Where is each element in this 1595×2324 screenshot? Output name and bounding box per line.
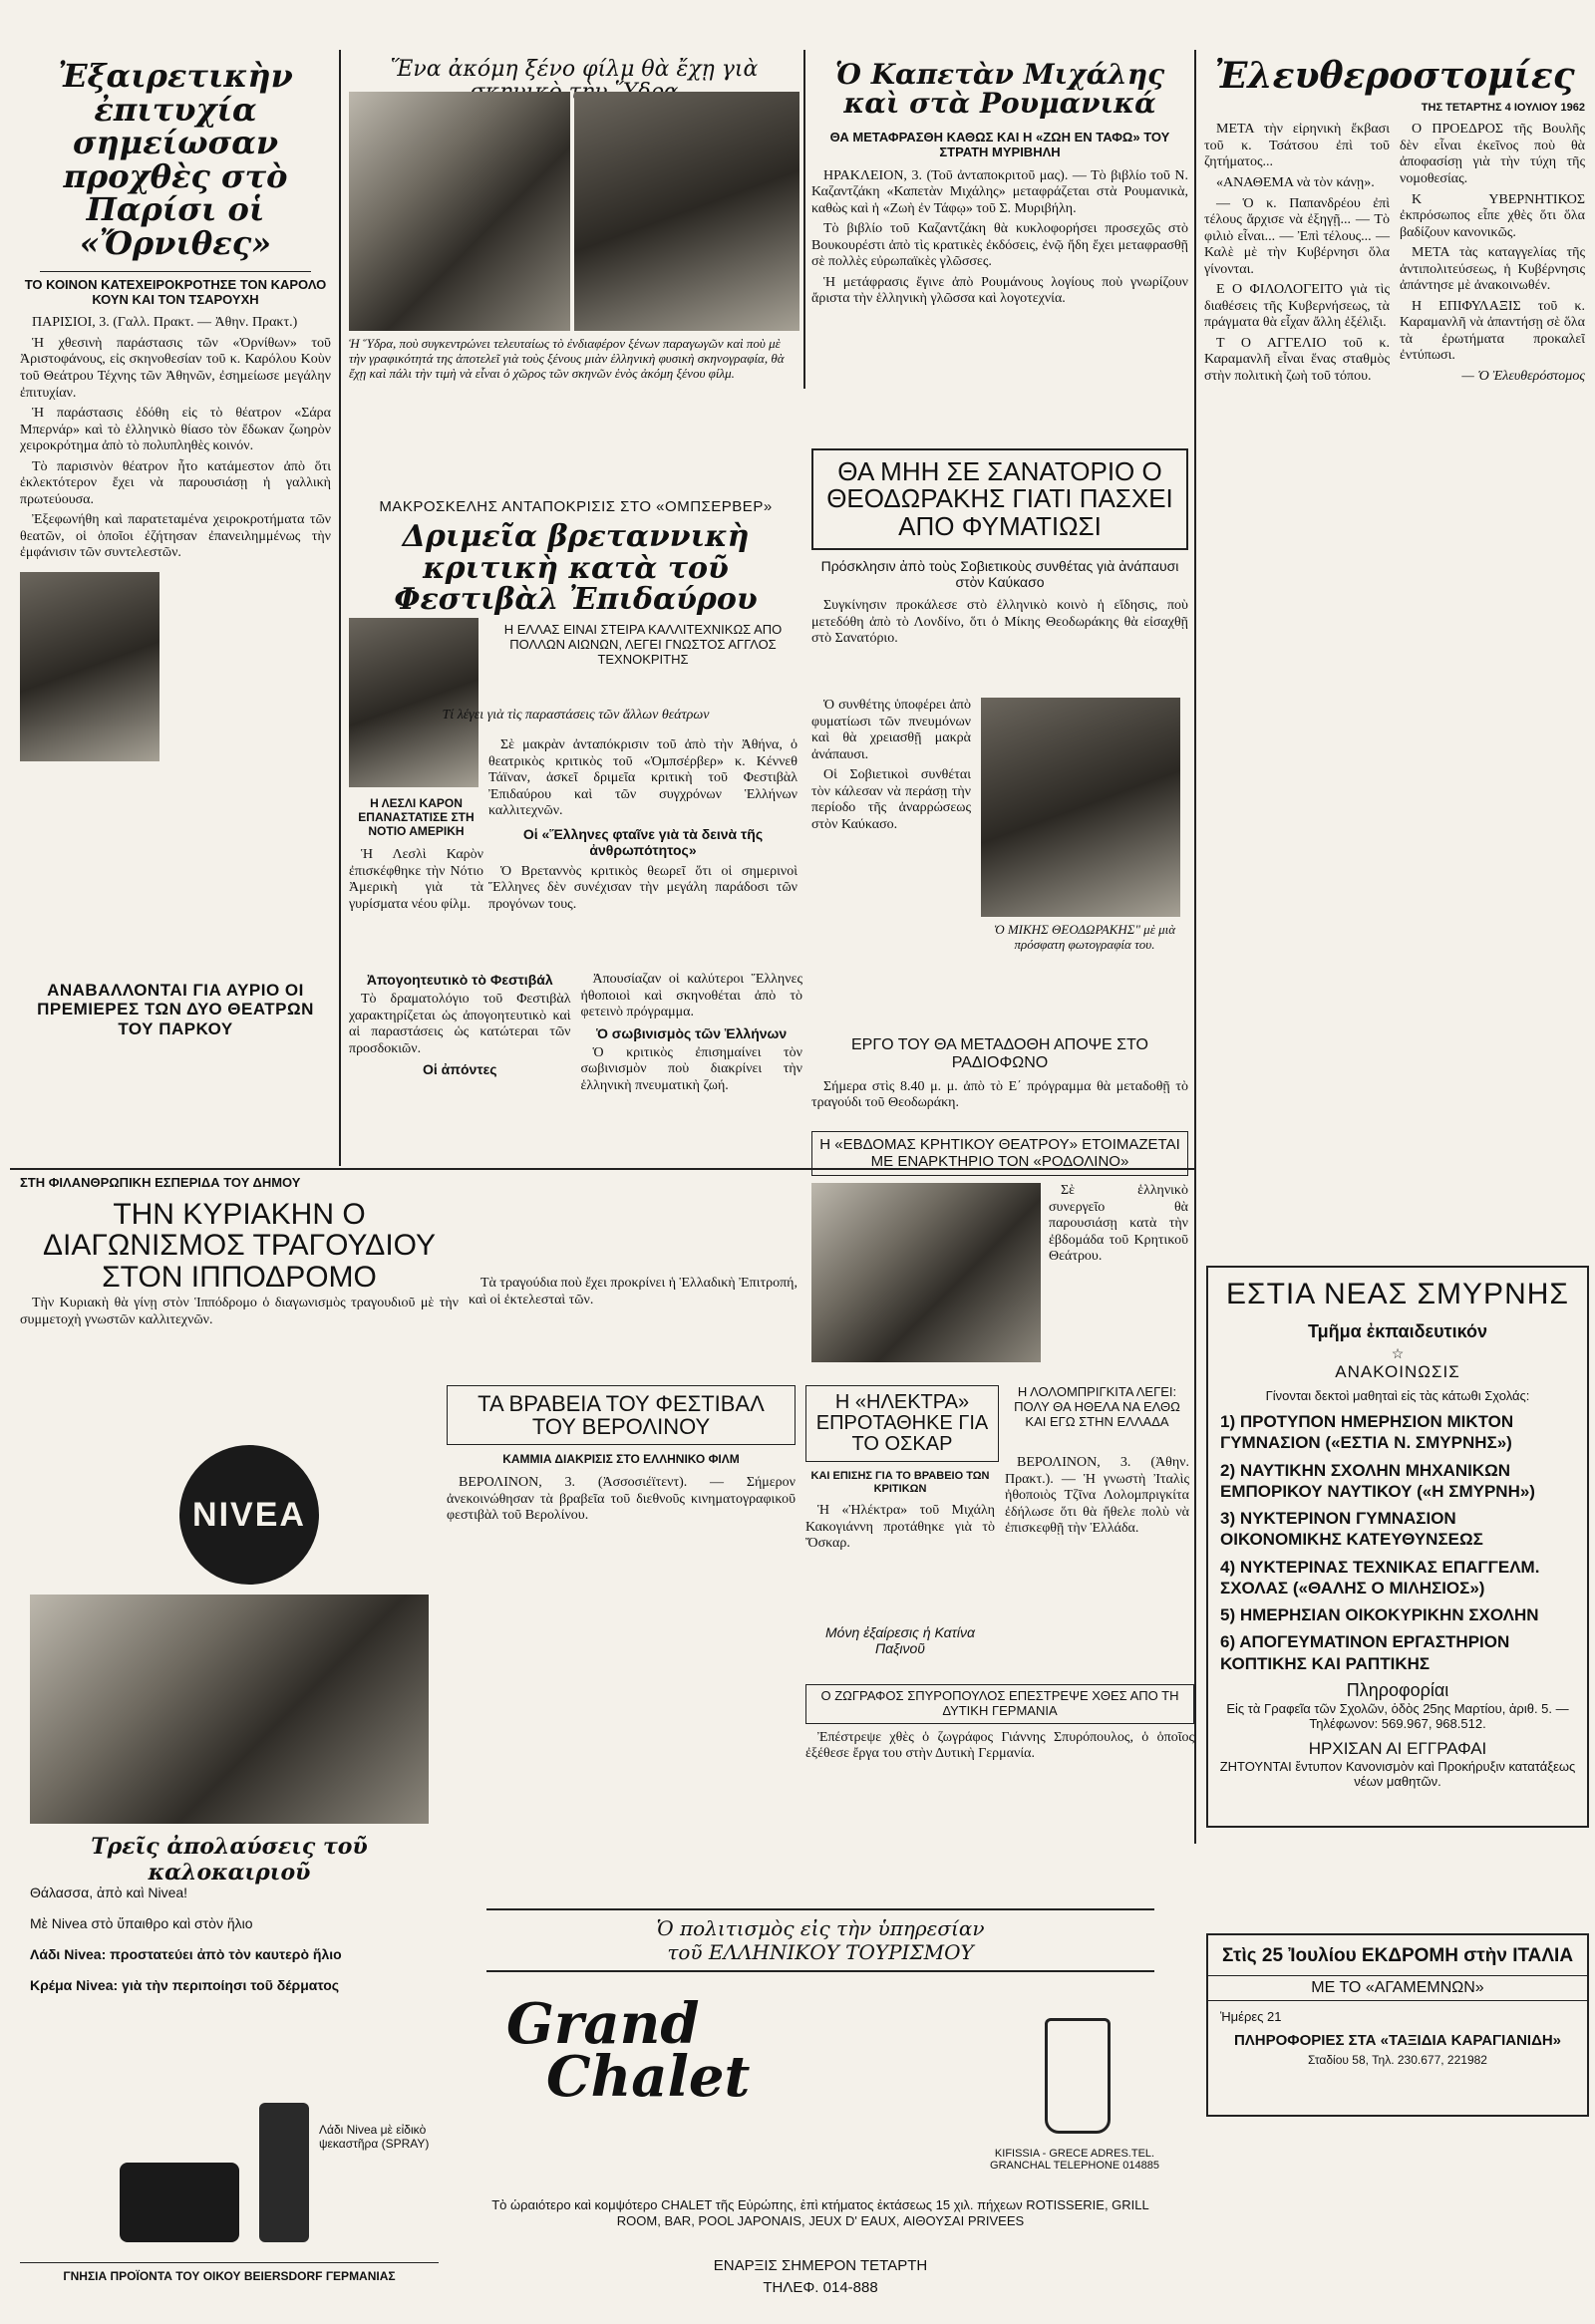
filler-text: Ε Ο ΦΙΛΟΛΟΓΕΙΤΟ γιὰ τὶς διαθέσεις τῆς Κυβερνήσεως, τὰ πράγματα θὰ εἶχαν ἄλλη ἐξέλιξι. bbox=[1204, 282, 1390, 331]
kapetan-subhead: ΘΑ ΜΕΤΑΦΡΑΣΘΗ ΚΑΘΩΣ ΚΑΙ Η «ΖΩΗ ΕΝ ΤΑΦΩ» ΤΟΥ ΣΤΡΑΤΗ ΜΥΡΙΒΗΛΗ bbox=[829, 129, 1170, 159]
filler-text: Ὁ κριτικὸς ἐπισημαίνει τὸν σωβινισμὸν ποὺ διακρίνει τὴν ἑλληνικὴ πνευματικὴ ζωή. bbox=[580, 1044, 802, 1093]
chalet-address: KIFISSIA - GRECE ADRES.TEL. GRANCHAL TELEPHONE 014885 bbox=[990, 2148, 1159, 2172]
leslie-caron-photo bbox=[20, 572, 160, 761]
nivea-ball-icon bbox=[179, 1445, 319, 1585]
column-rule bbox=[1194, 50, 1196, 1844]
kapetan-headline: Ὁ Καπετὰν Μιχάλης καὶ στὰ Ρουμανικά bbox=[834, 60, 1165, 121]
hydra-article bbox=[349, 58, 799, 397]
nivea-bottle-icon bbox=[259, 2103, 309, 2242]
filler-text: Τὸ δραματολόγιο τοῦ Φεστιβὰλ χαρακτηρίζεται ὡς ἀπογοητευτικὸ καὶ αἱ παραστάσεις ὡς κατώτεραι τῶν προσδοκιῶν. bbox=[349, 992, 571, 1056]
estia-schools-list bbox=[1208, 1411, 1587, 1674]
painter-article bbox=[805, 1684, 1194, 1864]
italy-address: Σταδίου 58, Τηλ. 230.677, 221982 bbox=[1308, 2053, 1487, 2067]
nivea-line3: Λάδι Nivea: προστατεύει ἀπὸ τὸν καυτερὸ ἥλιο bbox=[30, 1945, 342, 1962]
filler-text: Τὸ βιβλίο τοῦ Καζαντζάκη θὰ κυκλοφορήσει προσεχῶς στὸ Βουκουρέστι ἀπὸ τὶς κρατικὲς ἐκδόσεις, ἐνῷ ἤδη ἔχει μεταφρασθῇ σὲ πολλὲς εὐρωπαϊκὲς γλῶσσες. bbox=[811, 221, 1188, 270]
grand-chalet-ad[interactable] bbox=[447, 1908, 1194, 2307]
hippodrome-article bbox=[20, 1176, 798, 1370]
observer-article bbox=[349, 498, 802, 967]
nivea-line1: Θάλασσα, ἀπὸ καὶ Nivea! bbox=[30, 1885, 188, 1900]
italy-headline: Στὶς 25 Ἰουλίου ΕΚΔΡΟΜΗ στὴν ΙΤΑΛΙΑ bbox=[1221, 1945, 1574, 1966]
lantern-icon bbox=[1045, 2018, 1111, 2134]
theodorakis-headline: ΘΑ ΜΗΗ ΣΕ ΣΑΝΑΤΟΡΙΟ Ο ΘΕΟΔΩΡΑΚΗΣ ΓΙΑΤΙ ΠΑΣΧΕΙ ΑΠΟ ΦΥΜΑΤΙΩΣΙ bbox=[826, 456, 1173, 541]
chalet-open: ΕΝΑΡΞΙΣ ΣΗΜΕΡΟΝ ΤΕΤΑΡΤΗ bbox=[713, 2257, 928, 2274]
tourism-banner-line1: Ὁ πολιτισμὸς εἰς τὴν ὑπηρεσίαν bbox=[656, 1916, 985, 1940]
filler-text: Ἡ μετάφρασις ἔγινε ἀπὸ Ρουμάνους λογίους ποὺ γνωρίζουν ἄριστα τὴν ἑλληνικὴ γλῶσσα καὶ λογοτεχνία. bbox=[811, 274, 1188, 307]
kapetan-article bbox=[811, 60, 1188, 438]
filler-text: Ο ΠΡΟΕΔΡΟΣ τῆς Βουλῆς δὲν εἶναι ἐκεῖνος ποὺ θὰ ἀποφασίσῃ γιὰ τὴν τύχη τῆς νομοθεσίας. bbox=[1400, 122, 1585, 186]
estia-school: 2) ΝΑΥΤΙΚΗΝ ΣΧΟΛΗΝ ΜΗΧΑΝΙΚΩΝ ΕΜΠΟΡΙΚΟΥ ΝΑΥΤΙΚΟΥ («Η ΣΜΥΡΝΗ») bbox=[1220, 1460, 1535, 1501]
chalet-logo bbox=[506, 1991, 751, 2111]
observer-caption: Η ΛΕΣΛΙ ΚΑΡΟΝ ΕΠΑΝΑΣΤΑΤΙΣΕ ΣΤΗ ΝΟΤΙΟ ΑΜΕΡΙΚΗ bbox=[358, 796, 475, 838]
berlin-article bbox=[447, 1385, 796, 1903]
estia-school: 6) ΑΠΟΓΕΥΜΑΤΙΝΟΝ ΕΡΓΑΣΤΗΡΙΟΝ ΚΟΠΤΙΚΗΣ ΚΑΙ ΡΑΠΤΙΚΗΣ bbox=[1220, 1632, 1510, 1673]
hydra-caption: Ἡ Ὕδρα, ποὺ συγκεντρώνει τελευταίως τὸ ἐνδιαφέρον ξένων παραγωγῶν καὶ ποὺ μὲ τὴν γραφικότητά της ἀποτελεῖ γιὰ τοὺς ξένους μιὰν ἑλληνικὴ φυσικὴ σκηνογραφία, θὰ ἔχῃ καὶ πάλι τὴν τιμὴ νὰ εἶναι ὁ χῶρος τῶν σκηνῶν ἑνὸς ἀκόμη ξένου φίλμ. bbox=[349, 336, 785, 381]
eleftherostomies-body: — Ὁ κ. Παπανδρέου ἐπὶ τέλους ἄρχισε νὰ ἐξηγῇ... — Τὸ φιλιὸ εἶναι... — Ἐπὶ τέλους... — Καλὲ μὲ τὴν Κυβέρνησι ὅλα γίνονται. bbox=[1204, 195, 1390, 277]
estia-school: 1) ΠΡΟΤΥΠΟΝ ΗΜΕΡΗΣΙΟΝ ΜΙΚΤΟΝ ΓΥΜΝΑΣΙΟΝ («ΕΣΤΙΑ Ν. ΣΜΥΡΝΗΣ») bbox=[1220, 1412, 1514, 1453]
cretan-body: Σὲ ἑλληνικὸ συνεργεῖο θὰ παρουσιάσῃ κατὰ τὴν ἐβδομάδα τοῦ Κρητικοῦ Θεάτρου. bbox=[1049, 1183, 1188, 1265]
chalet-body: Τὸ ὡραιότερο καὶ κομψότερο CHALET τῆς Εὐρώπης, ἐπὶ κτήματος ἐκτάσεως 15 χιλ. πήχεων ROTISSERIE, GRILL ROOM, BAR, POOL JAPONAIS, JEUX D' EAUX, ΑΙΘΟΥΣΑΙ PRIVEES bbox=[491, 2197, 1149, 2228]
italy-ship: ΜΕ ΤΟ «ΑΓΑΜΕΜΝΩΝ» bbox=[1208, 1975, 1587, 2001]
nivea-slogan: Τρεῖς ἀπολαύσεις τοῦ καλοκαιριοῦ bbox=[91, 1834, 368, 1886]
eleftherostomies-title: Ἐλευθεροστομίες bbox=[1214, 58, 1575, 97]
hydra-photo-left bbox=[349, 92, 570, 331]
tourism-banner bbox=[486, 1908, 1154, 1972]
berlin-headline: ΤΑ ΒΡΑΒΕΙΑ ΤΟΥ ΦΕΣΤΙΒΑΛ ΤΟΥ ΒΕΡΟΛΙΝΟΥ bbox=[478, 1391, 765, 1440]
nivea-brand: NIVEA bbox=[192, 1495, 306, 1534]
filler-text: Τ Ο ΑΓΓΕΛΙΟ τοῦ κ. Καραμανλῆ εἶναι ἕνας σταθμὸς στὴν πολιτικὴ ζωὴ τοῦ τόπου. bbox=[1204, 335, 1390, 384]
nivea-jar-icon bbox=[120, 2163, 239, 2242]
nivea-footer: ΓΝΗΣΙΑ ΠΡΟΪΟΝΤΑ ΤΟΥ ΟΙΚΟΥ BEIERSDORF ΓΕΡΜΑΝΙΑΣ bbox=[20, 2262, 439, 2283]
painter-body: Ἐπέστρεψε χθὲς ὁ ζωγράφος Γιάννης Σπυρόπουλος, ὁ ὁποῖος ἐξέθεσε ἔργα του στὴν Δυτικὴ Γερμανία. bbox=[805, 1729, 1194, 1762]
filler-text: ΜΕΤΑ τὰς καταγγελίας τῆς ἀντιπολιτεύσεως, ἡ Κυβέρνησις ἀπάντησε μὲ ἀνακοινωθέν. bbox=[1400, 245, 1585, 294]
ornithes-headline: Ἐξαιρετικὴν ἐπιτυχία σημείωσαν προχθὲς στὸ Παρίσι οἱ «Ὄρνιθες» bbox=[58, 60, 293, 262]
eleftherostomies-column bbox=[1204, 58, 1585, 1254]
nivea-line2: Μὲ Nivea στὸ ὕπαιθρο καὶ στὸν ἥλιο bbox=[30, 1914, 253, 1931]
painter-headline: Ο ΖΩΓΡΑΦΟΣ ΣΠΥΡΟΠΟΥΛΟΣ ΕΠΕΣΤΡΕΨΕ ΧΘΕΣ ΑΠΟ ΤΗ ΔΥΤΙΚΗ ΓΕΡΜΑΝΙΑ bbox=[805, 1684, 1194, 1724]
filler-text: Τὸ παρισινὸν θέατρον ἦτο κατάμεστον ἀπὸ ὅτι ἐκλεκτότερον ἔχει νὰ παρουσιάσῃ ἡ γαλλικὴ πρωτεύουσα. bbox=[20, 458, 331, 507]
observer-section3: Οἱ ἀπόντες bbox=[422, 1061, 497, 1078]
column-rule bbox=[339, 50, 341, 1166]
ornithes-dateline: ΠΑΡΙΣΙΟΙ, 3. (Γαλλ. Πρακτ. — Ἀθην. Πρακτ.) bbox=[32, 315, 298, 331]
electra-subhead: ΚΑΙ ΕΠΙΣΗΣ ΓΙΑ ΤΟ ΒΡΑΒΕΙΟ ΤΩΝ ΚΡΙΤΙΚΩΝ bbox=[810, 1470, 990, 1495]
observer-continuation bbox=[349, 972, 802, 1166]
cretan-headline: Η «ΕΒΔΟΜΑΣ ΚΡΗΤΙΚΟΥ ΘΕΑΤΡΟΥ» ΕΤΟΙΜΑΖΕΤΑΙ ΜΕ ΕΝΑΡΚΤΗΡΙΟ ΤΟΝ «ΡΟΔΟΛΙΝΟ» bbox=[819, 1136, 1180, 1171]
filler-text: Ἀπουσίαζαν οἱ καλύτεροι Ἕλληνες ἠθοποιοὶ καὶ σκηνοθέται ἀπὸ τὸ φετεινὸ πρόγραμμα. bbox=[580, 972, 802, 1020]
ornithes-body: Ἡ χθεσινὴ παράστασις τῶν «Ὀρνίθων» τοῦ Ἀριστοφάνους, εἰς σκηνοθεσίαν τοῦ κ. Καρόλου Κοὺν τοῦ Θεάτρου Τέχνης τῶν Ἀθηνῶν, ἐσημείωσε μεγάλην ἐπιτυχίαν. bbox=[20, 335, 331, 401]
observer-kicker: ΜΑΚΡΟΣΚΕΛΗΣ ΑΝΤΑΠΟΚΡΙΣΙΣ ΣΤΟ «ΟΜΠΣΕΡΒΕΡ» bbox=[379, 498, 773, 515]
observer-headline: Δριμεῖα βρεταννικὴ κριτικὴ κατὰ τοῦ Φεστιβὰλ Ἐπιδαύρου bbox=[394, 519, 758, 618]
filler-text: Η ΕΠΙΦΥΛΑΞΙΣ τοῦ κ. Καραμανλῆ νὰ ἀπαντήσῃ σὲ ὅλα τὰ ἐρωτήματα προκαλεῖ ἐντύπωσι. bbox=[1400, 298, 1585, 364]
estia-intro: Γίνονται δεκτοὶ μαθηταὶ εἰς τὰς κάτωθι Σχολάς: bbox=[1265, 1388, 1530, 1403]
italy-ad[interactable] bbox=[1206, 1933, 1589, 2117]
theodorakis-body: Συγκίνησιν προκάλεσε στὸ ἑλληνικὸ κοινὸ ἡ εἴδησις, ποὺ μετεδόθη ἀπὸ τὸ Λονδίνο, ὅτι ὁ Μίκης Θεοδωράκης θὰ εἰσαχθῇ στὸ Σανατόριο. bbox=[811, 598, 1188, 647]
filler-text: Τὴν Κυριακὴ θὰ γίνῃ στὸν Ἱππόδρομο ὁ διαγωνισμὸς τραγουδιοῦ μὲ τὴν συμμετοχὴ γνωστῶν καλλιτεχνῶν. bbox=[20, 1296, 459, 1327]
eleftherostomies-lead1: ΜΕΤΑ τὴν εἰρηνικὴ ἔκβασι τοῦ κ. Τσάτσου ἐπὶ τοῦ ζητήματος... bbox=[1204, 122, 1390, 170]
observer-body: Σὲ μακρὰν ἀνταπόκρισιν τοῦ ἀπὸ τὴν Ἀθήνα, ὁ θεατρικὸς κριτικὸς τοῦ «Ὀμπσέρβερ» κ. Κέννεθ Τάϊναν, ἀσκεῖ δριμεῖα κριτικὴ τοῦ Φεστιβὰλ Ἐπιδαύρου καὶ τῶν συγχρόνων Ἑλλήνων καλλιτεχνῶν. bbox=[488, 737, 798, 819]
chalet-logo-line1: Grand bbox=[506, 1991, 700, 2057]
estia-announce: ΑΝΑΚΟΙΝΩΣΙΣ bbox=[1335, 1362, 1460, 1381]
ornithes-second-headline: ΑΝΑΒΑΛΛΟΝΤΑΙ ΓΙΑ ΑΥΡΙΟ ΟΙ ΠΡΕΜΙΕΡΕΣ ΤΩΝ ΔΥΟ ΘΕΑΤΡΩΝ ΤΟΥ ΠΑΡΚΟΥ bbox=[37, 980, 314, 1038]
observer-section2: Ἀπογοητευτικὸ τὸ Φεστιβάλ bbox=[366, 972, 553, 988]
filler-text: Ἡ παράστασις ἐδόθη εἰς τὸ θέατρον «Σάρα Μπερνάρ» καὶ τὸ ἑλληνικὸ θίασο τὸν ἔδωκαν ζωηρὸν χειροκρότημα ἀπὸ τὸ πολυπληθὲς κοινόν. bbox=[20, 406, 331, 454]
hydra-photo-right bbox=[574, 92, 799, 331]
cretan-photo bbox=[811, 1183, 1041, 1362]
estia-info: Εἰς τὰ Γραφεῖα τῶν Σχολῶν, ὁδὸς 25ης Μαρτίου, ἀριθ. 5. — Τηλέφωνον: 569.967, 968.512. bbox=[1226, 1700, 1569, 1731]
nivea-ad[interactable] bbox=[20, 1385, 439, 2302]
kapetan-body: ΗΡΑΚΛΕΙΟΝ, 3. (Τοῦ ἀνταποκριτοῦ μας). — Τὸ βιβλίο τοῦ Ν. Καζαντζάκη «Καπετὰν Μιχάλης» μεταφράζεται στὰ Ρουμανικὰ, καθὼς καὶ ἡ «Ζωὴ ἐν Τάφῳ» τοῦ Σ. Μυριβήλη. bbox=[811, 167, 1188, 216]
estia-department: Τμῆμα ἐκπαιδευτικόν bbox=[1307, 1321, 1488, 1341]
filler-text: Ὁ Βρεταννὸς κριτικὸς θεωρεῖ ὅτι οἱ σημερινοὶ Ἕλληνες δὲν συνέχισαν τὴν μεγάλη παράδοσι τῶν προγόνων τους. bbox=[488, 863, 798, 912]
electra-exception: Μόνη ἐξαίρεσις ἡ Κατίνα Παξινοῦ bbox=[825, 1624, 975, 1657]
theodorakis-photo bbox=[981, 698, 1180, 917]
observer-section1: Οἱ «Ἕλληνες φταῖνε γιὰ τὰ δεινὰ τῆς ἀνθρωπότητος» bbox=[522, 825, 764, 858]
estia-enroll-title: ΗΡΧΙΣΑΝ ΑΙ ΕΓΓΡΑΦΑΙ bbox=[1308, 1738, 1487, 1758]
chalet-logo-line2: Chalet bbox=[546, 2044, 751, 2111]
chalet-phone: ΤΗΛΕΦ. 014-888 bbox=[763, 2279, 878, 2296]
tourism-banner-line2: τοῦ ΕΛΛΗΝΙΚΟΥ ΤΟΥΡΙΣΜΟΥ bbox=[667, 1940, 974, 1964]
eleftherostomies-date: ΤΗΣ ΤΕΤΑΡΤΗΣ 4 ΙΟΥΛΙΟΥ 1962 bbox=[1421, 101, 1585, 114]
leslie-caron-photo bbox=[349, 618, 478, 787]
estia-enroll: ΖΗΤΟΥΝΤΑΙ ἔντυπον Κανονισμὸν καὶ Προκήρυξιν κατατάξεως νέων μαθητῶν. bbox=[1219, 1758, 1576, 1789]
ornithes-article bbox=[20, 60, 331, 1156]
cretan-article bbox=[811, 1131, 1188, 1380]
theodorakis-subhead: Πρόσκλησιν ἀπὸ τοὺς Σοβιετικοὺς συνθέτας γιὰ ἀνάπαυσι στὸν Καύκασο bbox=[820, 557, 1179, 590]
hippodrome-headline: ΤΗΝ ΚΥΡΙΑΚΗΝ Ο ΔΙΑΓΩΝΙΣΜΟΣ ΤΡΑΓΟΥΔΙΟΥ ΣΤΟΝ ΙΠΠΟΔΡΟΜΟ bbox=[42, 1197, 437, 1294]
column-rule bbox=[803, 50, 805, 389]
eleftherostomies-sign: — Ὁ Ἐλευθερόστομος bbox=[1461, 368, 1585, 384]
filler-text: Ὁ συνθέτης ὑποφέρει ἀπὸ φυματίωσι τῶν πνευμόνων καὶ θὰ χρειασθῇ μακρὰ ἀνάπαυσι. bbox=[811, 698, 971, 762]
estia-info-title: Πληροφορίαι bbox=[1346, 1679, 1449, 1700]
estia-school: 3) ΝΥΚΤΕΡΙΝΟΝ ΓΥΜΝΑΣΙΟΝ ΟΙΚΟΝΟΜΙΚΗΣ ΚΑΤΕΥΘΥΝΣΕΩΣ bbox=[1220, 1509, 1483, 1550]
radio-body: Σήμερα στὶς 8.40 μ. μ. ἀπὸ τὸ Ε΄ πρόγραμμα θὰ μεταδοθῇ τὸ τραγούδι τοῦ Θεοδωράκη. bbox=[811, 1078, 1188, 1111]
filler-text: Ἡ Λεσλὶ Καρὸν ἐπισκέφθηκε τὴν Νότιο Ἀμερικὴ γιὰ τὰ γυρίσματα νέου φίλμ. bbox=[349, 847, 483, 912]
electra-body: Ἡ «Ἠλέκτρα» τοῦ Μιχάλη Κακογιάννη προτάθηκε γιὰ τὸ Ὄσκαρ. bbox=[805, 1503, 995, 1552]
eleftherostomies-lead2: «ΑΝΑΘΕΜΑ νὰ τὸν κάνῃ». bbox=[1216, 174, 1375, 190]
observer-subhead: Η ΕΛΛΑΣ ΕΙΝΑΙ ΣΤΕΙΡΑ ΚΑΛΛΙΤΕΧΝΙΚΩΣ ΑΠΟ ΠΟΛΛΩΝ ΑΙΩΝΩΝ, ΛΕΓΕΙ ΓΝΩΣΤΟΣ ΑΓΓΛΟΣ ΤΕΧΝΟΚΡΙΤΗΣ bbox=[503, 622, 783, 667]
italy-days: Ἡμέρες 21 bbox=[1220, 2009, 1282, 2024]
observer-quote: Τί λέγει γιὰ τὶς παραστάσεις τῶν ἄλλων θεάτρων bbox=[442, 708, 710, 723]
star-icon: ☆ bbox=[1391, 1346, 1405, 1362]
estia-school: 5) ΗΜΕΡΗΣΙΑΝ ΟΙΚΟΚΥΡΙΚΗΝ ΣΧΟΛΗΝ bbox=[1220, 1605, 1539, 1624]
hydra-headline: Ἕνα ἀκόμη ξένο φίλμ θὰ ἔχῃ γιὰ bbox=[390, 58, 759, 82]
electra-headline: Η «ΗΛΕΚΤΡΑ» ΕΠΡΟΤΑΘΗΚΕ ΓΙΑ ΤΟ ΟΣΚΑΡ bbox=[815, 1391, 989, 1455]
ornithes-subhead: ΤΟ ΚΟΙΝΟΝ ΚΑΤΕΧΕΙΡΟΚΡΟΤΗΣΕ ΤΟΝ ΚΑΡΟΛΟ ΚΟΥΝ ΚΑΙ ΤΟΝ ΤΣΑΡΟΥΧΗ bbox=[24, 276, 327, 307]
theodorakis-article bbox=[811, 448, 1188, 1026]
hippodrome-body: Τὰ τραγούδια ποὺ ἔχει προκρίνει ἡ Ἑλλαδικὴ Ἐπιτροπή, καὶ οἱ ἐκτελεσταὶ τῶν. bbox=[469, 1276, 798, 1307]
estia-title: ΕΣΤΙΑ ΝΕΑΣ ΣΜΥΡΝΗΣ bbox=[1226, 1278, 1569, 1310]
nivea-spray: Λάδι Nivea μὲ εἰδικὸ ψεκαστῆρα (SPRAY) bbox=[319, 2123, 430, 2151]
filler-text: Κ ΥΒΕΡΝΗΤΙΚΟΣ ἐκπρόσωπος εἶπε χθὲς ὅτι ὅλα βαδίζουν κανονικῶς. bbox=[1400, 191, 1585, 240]
nivea-line4: Κρέμα Nivea: γιὰ τὴν περιποίησι τοῦ δέρματος bbox=[30, 1976, 340, 1993]
radio-headline: ΕΡΓΟ ΤΟΥ ΘΑ ΜΕΤΑΔΟΘΗ ΑΠΟΨΕ ΣΤΟ ΡΑΔΙΟΦΩΝΟ bbox=[851, 1036, 1148, 1072]
lollobrigida-headline: Η ΛΟΛΟΜΠΡΙΓΚΙΤΑ ΛΕΓΕΙ: ΠΟΛΥ ΘΑ ΗΘΕΛΑ ΝΑ ΕΛΘΩ ΚΑΙ ΕΓΩ ΣΤΗΝ ΕΛΛΑΔΑ bbox=[1014, 1385, 1180, 1429]
filler-text: Ἐξεφωνήθη καὶ παρατεταμένα χειροκροτήματα τῶν θεατῶν, οἱ ὁποῖοι ἐζήτησαν ἐπανειλημμένως τὴν ἐμφάνισιν τῶν συντελεστῶν. bbox=[20, 512, 331, 561]
italy-info: ΠΛΗΡΟΦΟΡΙΕΣ ΣΤΑ «ΤΑΞΙΔΙΑ ΚΑΡΑΓΙΑΝΙΔΗ» bbox=[1233, 2032, 1562, 2049]
radio-article bbox=[811, 1036, 1188, 1126]
hippodrome-kicker: ΣΤΗ ΦΙΛΑΝΘΡΩΠΙΚΗ ΕΣΠΕΡΙΔΑ ΤΟΥ ΔΗΜΟΥ bbox=[20, 1176, 301, 1190]
observer-section4: Ὁ σωβινισμὸς τῶν Ἑλλήνων bbox=[596, 1024, 788, 1041]
estia-school: 4) ΝΥΚΤΕΡΙΝΑΣ ΤΕΧΝΙΚΑΣ ΕΠΑΓΓΕΛΜ. ΣΧΟΛΑΣ («ΘΑΛΗΣ Ο ΜΙΛΗΣΙΟΣ») bbox=[1220, 1557, 1540, 1598]
lollobrigida-body: ΒΕΡΟΛΙΝΟΝ, 3. (Ἀθην. Πρακτ.). — Ἡ γνωστὴ Ἰταλὶς ἠθοποιὸς Τζῖνα Λολομπριγκίτα ἐδήλωσε ὅτι θὰ ἤθελε πολὺ νὰ ἐπισκεφθῇ τὴν Ἑλλάδα. bbox=[1005, 1455, 1189, 1537]
theodorakis-caption: Ὁ ΜΙΚΗΣ ΘΕΟΔΩΡΑΚΗΣ" μὲ μιὰ πρόσφατη φωτογραφία του. bbox=[993, 922, 1176, 952]
berlin-subhead: ΚΑΜΜΙΑ ΔΙΑΚΡΙΣΙΣ ΣΤΟ ΕΛΛΗΝΙΚΟ ΦΙΛΜ bbox=[502, 1452, 740, 1467]
filler-text: Οἱ Σοβιετικοὶ συνθέται τὸν κάλεσαν νὰ περάσῃ τὴν περίοδο τῆς ἀναρρώσεως στὸν Καύκασο. bbox=[811, 767, 971, 832]
nivea-swimmers-photo bbox=[30, 1595, 429, 1824]
estia-ad[interactable] bbox=[1206, 1266, 1589, 1828]
berlin-body: ΒΕΡΟΛΙΝΟΝ, 3. (Ἀσσοσιέϊτεντ). — Σήμερον ἀνεκοινώθησαν τὰ βραβεῖα τοῦ διεθνοῦς κινηματογραφικοῦ φεστιβὰλ τοῦ Βερολίνου. bbox=[447, 1474, 796, 1524]
